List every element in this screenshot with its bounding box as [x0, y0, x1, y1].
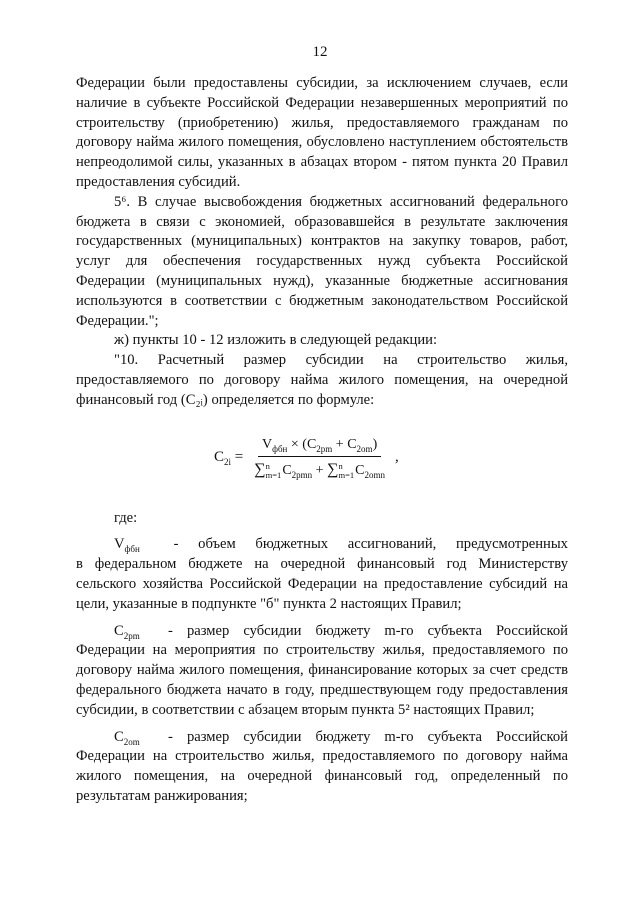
definition-symbol: $C_{2om}$ [114, 728, 140, 747]
paragraph-10: "10. Расчетный размер субсидии на строительство жилья, предоставляемого по договору найма жилого помещения, на очередной финансовый год (C₂ᵢ) определяется по формуле: [76, 352, 568, 408]
formula-denominator: ∑ n m=1 $C_{2pmn}$ + ∑ n m=1 $C_{2omn}$ [254, 461, 385, 481]
subsidy-formula [214, 435, 399, 482]
definition-symbol: $C_{2pm}$ [114, 622, 140, 641]
paragraph-5-6: 5⁶. В случае высвобождения бюджетных ассигнований федерального бюджета в связи с экономией, образовавшейся в результате заключения государственных (муниципальных) контрактов на закупку товаров, работ, услуг для обеспечения государственных нужд субъекта Российской Федерации (муниципальных нужд), указанные бюджетные ассигнования используются в соответствии с бюджетным законодательством Российской Федерации."; [76, 193, 568, 329]
definition-c2om-body: Федерации на строительство жилья, предоставляемого по договору найма жилого помещения, на очередной финансовый год, определенный по результатам ранжирования; [76, 748, 568, 804]
document-body [76, 74, 568, 807]
formula-comma: , [395, 448, 399, 465]
where-label: где: [114, 509, 138, 526]
definition-v-head: $V_{фбн}$ - объем бюджетных ассигнований, предусмотренных [114, 536, 568, 555]
definition-c2pm-body: Федерации на мероприятия по строительству жилья, предоставляемого по договору найма жилого помещения, финансирование которых за счет средств федерального бюджета начато в году, предшествующем году предоставления субсидии, в соответствии с абзацем вторым пункта 5² настоящих Правил; [76, 642, 568, 718]
formula-numerator: $V_{фбн} \times (C_{2pm} + C_{2om})$ [258, 435, 381, 458]
formula-lhs: $C_{2i}$ = [214, 448, 244, 467]
paragraph-zh: ж) пункты 10 - 12 изложить в следующей редакции: [114, 332, 438, 349]
page-number: 12 [312, 44, 328, 60]
definition-c2pm-head: $C_{2pm}$ - размер субсидии бюджету m-го субъекта Российской [114, 622, 568, 641]
formula-fraction [250, 435, 389, 482]
formula-block [76, 423, 568, 493]
definition-c2om-head: $C_{2om}$ - размер субсидии бюджету m-го субъекта Российской [114, 728, 568, 747]
definition-symbol: $V_{фбн}$ [114, 536, 140, 555]
paragraph-continuation: Федерации были предоставлены субсидии, за исключением случаев, если наличие в субъекте Российской Федерации незавершенных мероприятий по строительству (приобретению) жилья, предоставляемого гражданам по договору найма жилого помещения, обусловлено наступлением обстоятельств непреодолимой силы, указанных в абзацах втором - пятом пункта 20 Правил предоставления субсидий. [76, 75, 568, 190]
definition-v-body: в федеральном бюджете на очередной финансовый год Министерству сельского хозяйства Российской Федерации на предоставление субсидий на цели, указанные в подпункте "б" пункта 2 настоящих Правил; [76, 556, 568, 612]
